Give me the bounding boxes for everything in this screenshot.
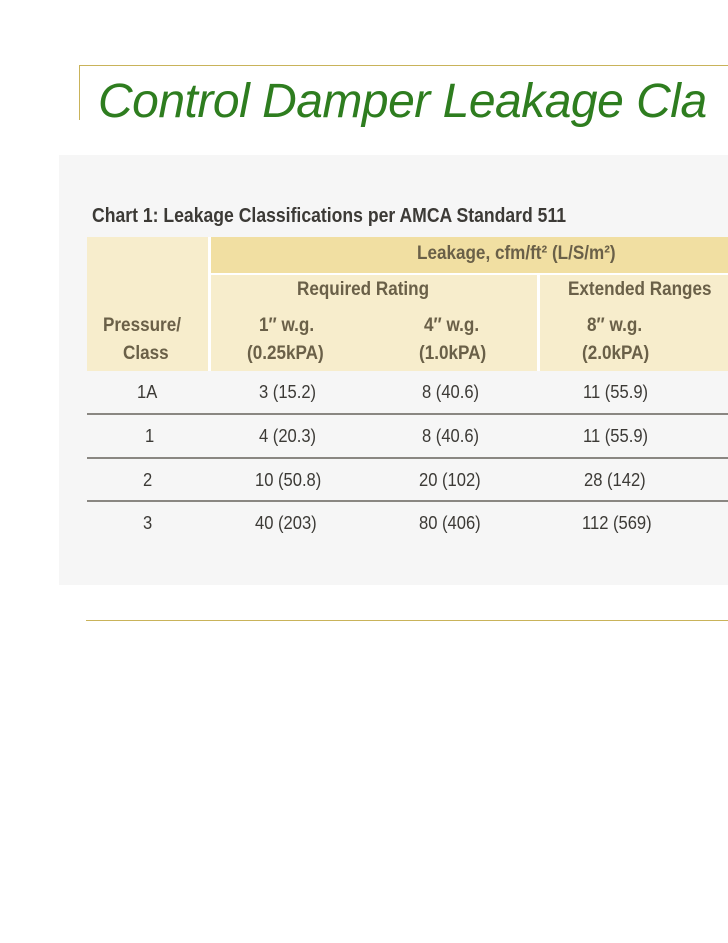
table-cell-4in: 8 (40.6) xyxy=(422,382,480,402)
class-header-line1: Pressure/ xyxy=(103,315,181,336)
header-column-divider xyxy=(208,237,211,371)
table-cell-class: 1 xyxy=(145,426,155,446)
slide-frame-top-line xyxy=(79,65,728,66)
table-row-divider xyxy=(87,500,728,502)
slide-frame-left-line xyxy=(79,65,80,120)
column-header-8in: 8″ w.g. xyxy=(587,315,643,336)
table-cell-8in: 11 (55.9) xyxy=(583,382,649,402)
column-header-8in-metric: (2.0kPA) xyxy=(582,343,650,364)
table-cell-class: 1A xyxy=(137,382,158,402)
slide-title: Control Damper Leakage Cla xyxy=(98,75,707,128)
table-cell-8in: 11 (55.9) xyxy=(583,426,649,446)
chart-caption: Chart 1: Leakage Classifications per AMCA Standard 511 xyxy=(92,205,567,227)
table-cell-8in: 112 (569) xyxy=(582,513,652,533)
table-cell-1in: 40 (203) xyxy=(255,513,317,533)
leakage-group-header: Leakage, cfm/ft² (L/S/m²) xyxy=(417,243,616,264)
slide-bottom-line xyxy=(86,620,728,621)
required-rating-header: Required Rating xyxy=(297,279,430,300)
table-cell-4in: 8 (40.6) xyxy=(422,426,480,446)
column-header-1in: 1″ w.g. xyxy=(259,315,315,336)
table-cell-1in: 3 (15.2) xyxy=(259,382,317,402)
column-header-4in-metric: (1.0kPA) xyxy=(419,343,487,364)
table-cell-1in: 10 (50.8) xyxy=(255,470,322,490)
table-row-divider xyxy=(87,413,728,415)
class-header-line2: Class xyxy=(123,343,169,364)
table-cell-1in: 4 (20.3) xyxy=(259,426,317,446)
header-row-divider xyxy=(211,273,728,275)
extended-ranges-header: Extended Ranges xyxy=(568,279,712,300)
table-cell-4in: 20 (102) xyxy=(419,470,481,490)
table-cell-class: 2 xyxy=(143,470,153,490)
table-cell-8in: 28 (142) xyxy=(584,470,646,490)
column-header-1in-metric: (0.25kPA) xyxy=(247,343,324,364)
table-row-divider xyxy=(87,457,728,459)
header-column-divider xyxy=(537,273,540,371)
table-cell-4in: 80 (406) xyxy=(419,513,481,533)
table-cell-class: 3 xyxy=(143,513,153,533)
column-header-4in: 4″ w.g. xyxy=(424,315,480,336)
